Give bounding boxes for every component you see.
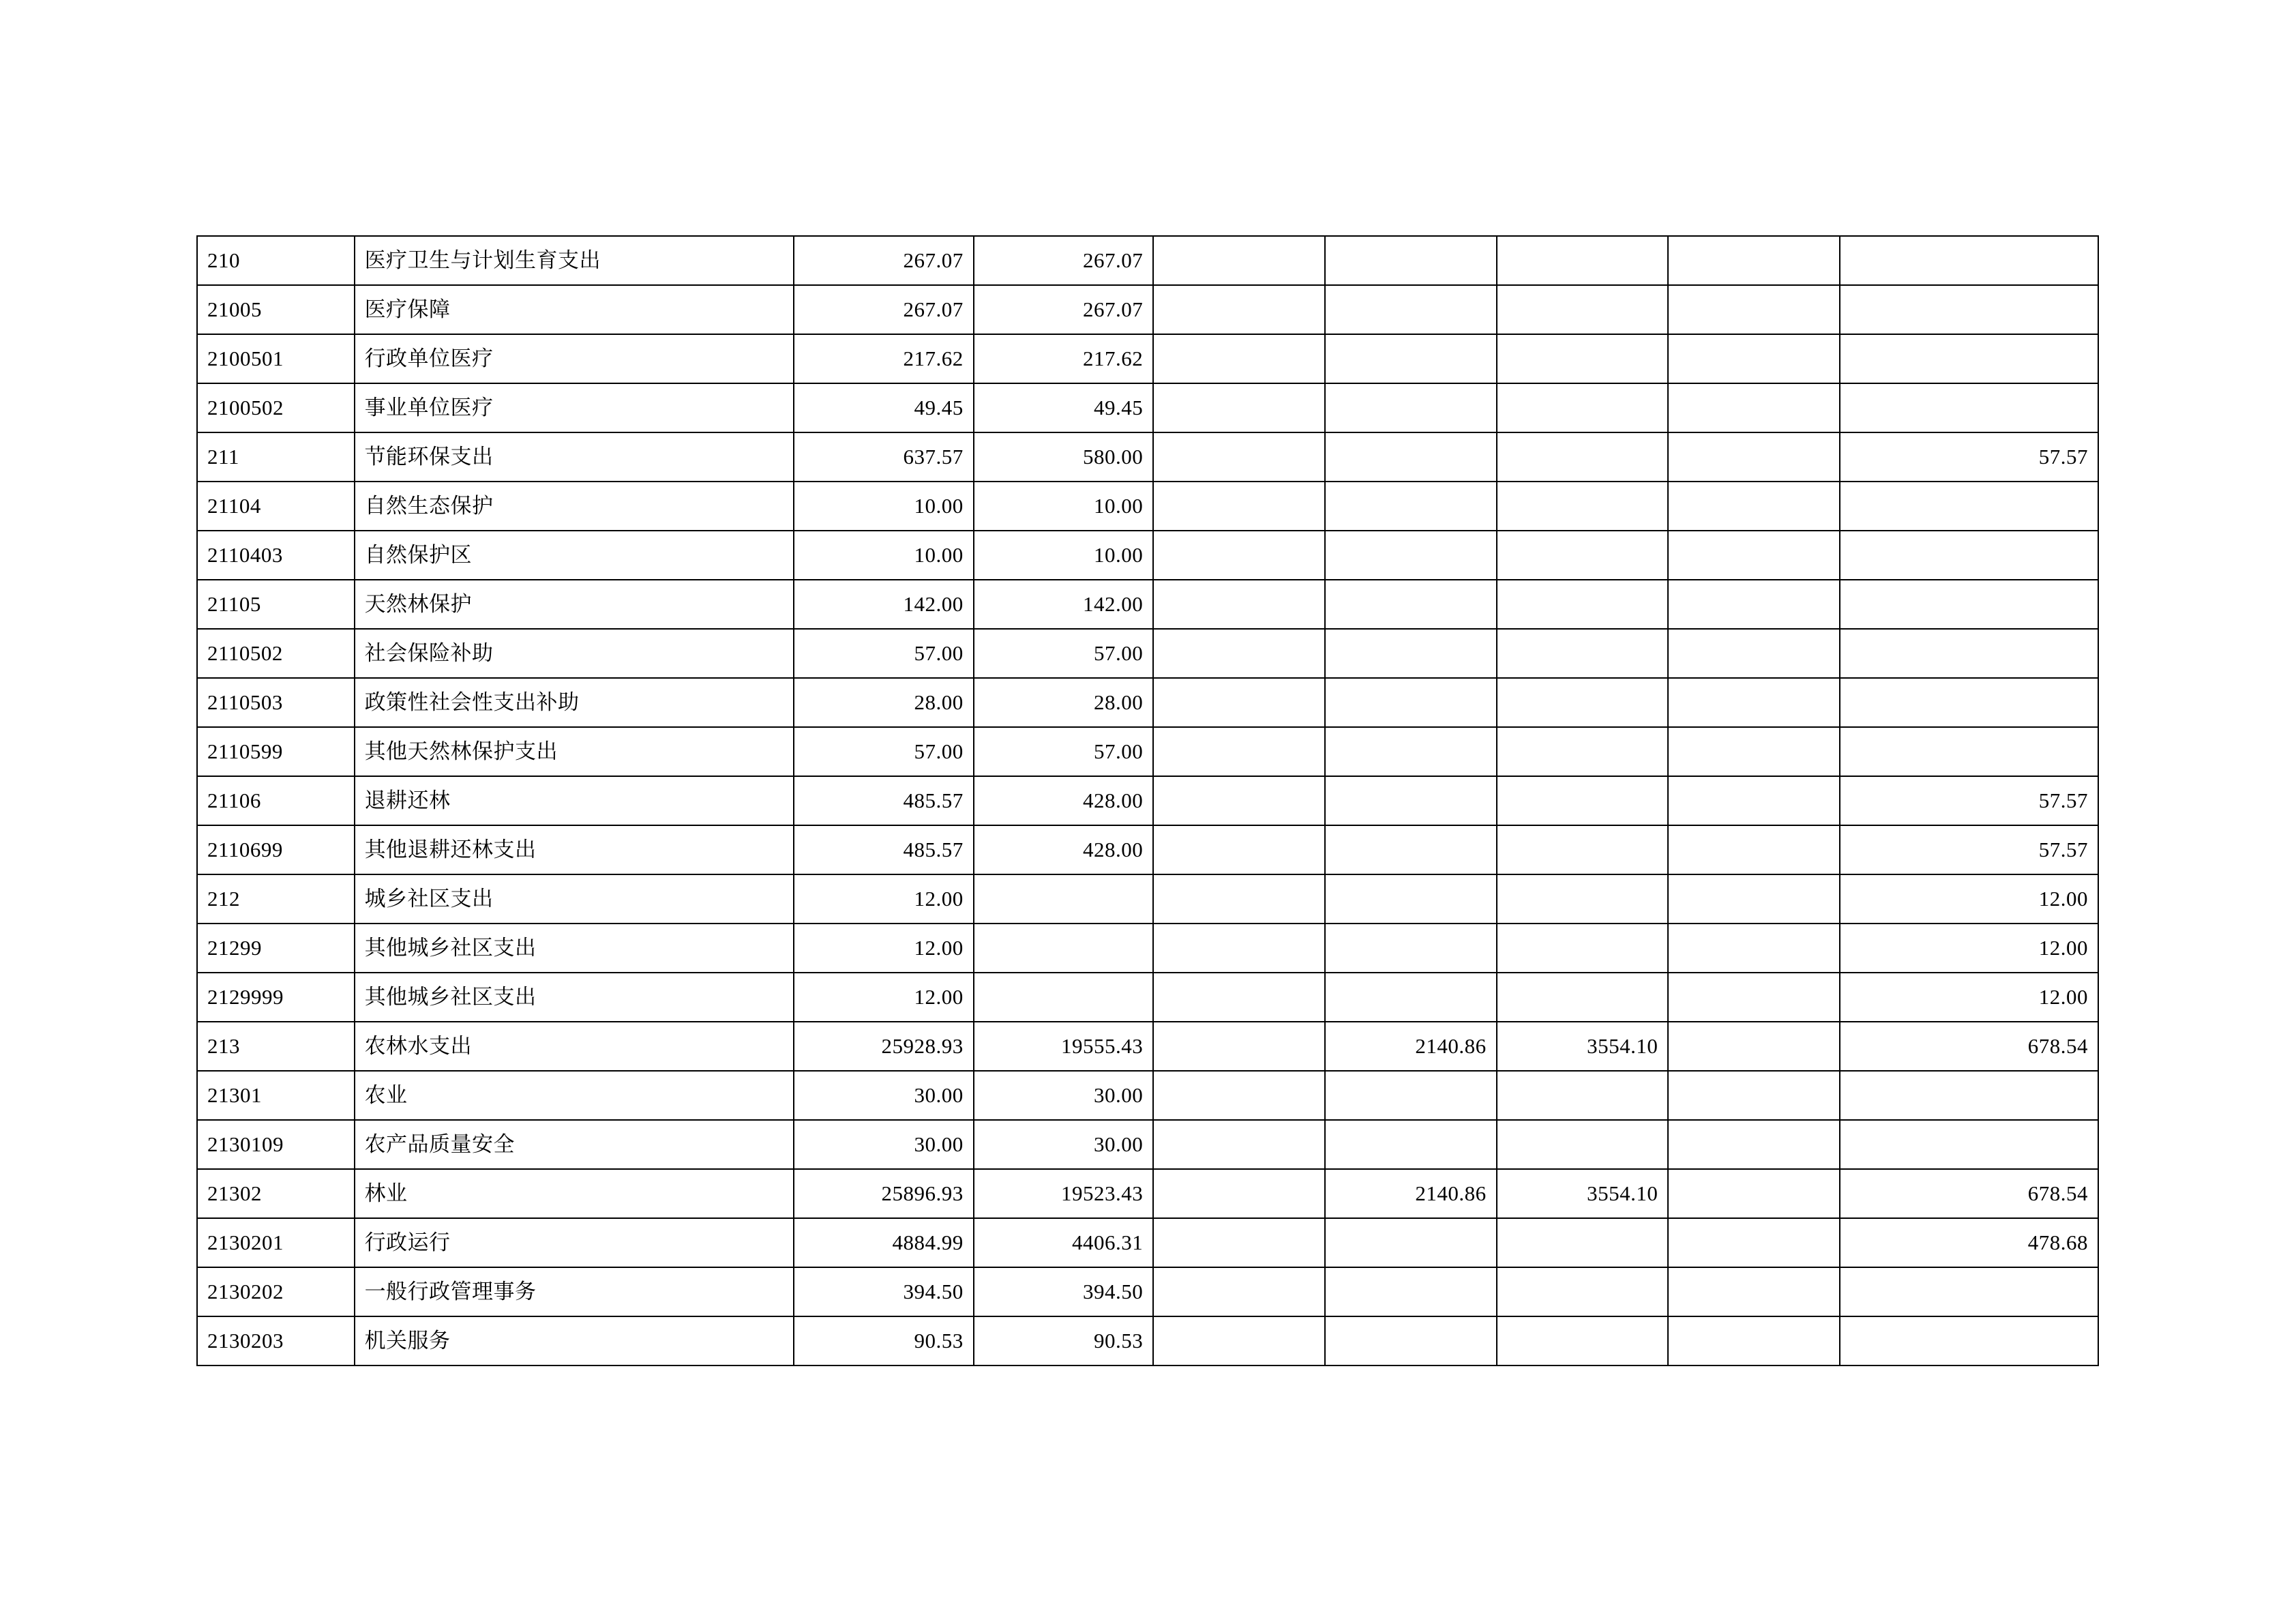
- cell-subject-code: 213: [197, 1022, 355, 1071]
- cell-amount-5: [1497, 678, 1669, 727]
- cell-amount-7: [1840, 1120, 2098, 1169]
- cell-amount-1: 485.57: [794, 776, 974, 825]
- cell-amount-4: [1325, 1267, 1497, 1316]
- cell-amount-4: [1325, 285, 1497, 334]
- cell-amount-2: 90.53: [974, 1316, 1154, 1365]
- cell-amount-5: [1497, 1218, 1669, 1267]
- cell-subject-name: 机关服务: [355, 1316, 794, 1365]
- cell-amount-2: 49.45: [974, 383, 1154, 432]
- cell-amount-2: 10.00: [974, 531, 1154, 580]
- cell-subject-name: 农林水支出: [355, 1022, 794, 1071]
- cell-subject-code: 21104: [197, 482, 355, 531]
- cell-amount-1: 394.50: [794, 1267, 974, 1316]
- cell-amount-7: [1840, 727, 2098, 776]
- cell-amount-6: [1668, 1022, 1840, 1071]
- cell-subject-code: 21106: [197, 776, 355, 825]
- cell-amount-2: 30.00: [974, 1071, 1154, 1120]
- cell-amount-7: [1840, 678, 2098, 727]
- table-row: [197, 727, 2098, 776]
- cell-subject-name: 社会保险补助: [355, 629, 794, 678]
- cell-subject-code: 21302: [197, 1169, 355, 1218]
- cell-subject-name: 一般行政管理事务: [355, 1267, 794, 1316]
- table-row: [197, 1218, 2098, 1267]
- cell-amount-7: [1840, 236, 2098, 285]
- table-row: [197, 1071, 2098, 1120]
- cell-amount-5: [1497, 629, 1669, 678]
- cell-amount-7: 12.00: [1840, 973, 2098, 1022]
- cell-amount-4: [1325, 678, 1497, 727]
- cell-subject-name: 其他城乡社区支出: [355, 973, 794, 1022]
- cell-amount-3: [1153, 776, 1325, 825]
- cell-subject-name: 事业单位医疗: [355, 383, 794, 432]
- cell-amount-3: [1153, 1267, 1325, 1316]
- cell-amount-7: 678.54: [1840, 1022, 2098, 1071]
- cell-amount-4: [1325, 531, 1497, 580]
- cell-amount-4: 2140.86: [1325, 1022, 1497, 1071]
- cell-amount-3: [1153, 973, 1325, 1022]
- cell-amount-7: [1840, 1267, 2098, 1316]
- cell-amount-1: 57.00: [794, 629, 974, 678]
- cell-amount-6: [1668, 678, 1840, 727]
- cell-amount-3: [1153, 874, 1325, 924]
- cell-amount-2: 217.62: [974, 334, 1154, 383]
- cell-subject-code: 21005: [197, 285, 355, 334]
- cell-subject-name: 政策性社会性支出补助: [355, 678, 794, 727]
- cell-subject-code: 2130202: [197, 1267, 355, 1316]
- cell-subject-name: 医疗卫生与计划生育支出: [355, 236, 794, 285]
- budget-table-container: [196, 235, 2099, 1366]
- cell-amount-5: [1497, 285, 1669, 334]
- cell-amount-3: [1153, 285, 1325, 334]
- cell-subject-name: 其他城乡社区支出: [355, 924, 794, 973]
- cell-subject-code: 210: [197, 236, 355, 285]
- cell-amount-5: [1497, 334, 1669, 383]
- cell-amount-1: 25896.93: [794, 1169, 974, 1218]
- table-row: [197, 482, 2098, 531]
- cell-amount-7: [1840, 580, 2098, 629]
- cell-subject-code: 2110502: [197, 629, 355, 678]
- cell-amount-5: [1497, 776, 1669, 825]
- cell-subject-code: 2129999: [197, 973, 355, 1022]
- cell-amount-4: [1325, 482, 1497, 531]
- cell-amount-3: [1153, 678, 1325, 727]
- cell-amount-6: [1668, 580, 1840, 629]
- cell-subject-code: 2110403: [197, 531, 355, 580]
- cell-amount-3: [1153, 1071, 1325, 1120]
- cell-amount-2: [974, 973, 1154, 1022]
- cell-amount-2: 267.07: [974, 236, 1154, 285]
- cell-subject-name: 节能环保支出: [355, 432, 794, 482]
- table-row: [197, 580, 2098, 629]
- cell-amount-6: [1668, 1071, 1840, 1120]
- cell-subject-code: 2130109: [197, 1120, 355, 1169]
- cell-amount-4: [1325, 973, 1497, 1022]
- cell-subject-code: 2110503: [197, 678, 355, 727]
- cell-amount-6: [1668, 1267, 1840, 1316]
- cell-subject-name: 林业: [355, 1169, 794, 1218]
- cell-amount-5: [1497, 825, 1669, 874]
- cell-amount-7: 678.54: [1840, 1169, 2098, 1218]
- cell-amount-1: 28.00: [794, 678, 974, 727]
- table-row: [197, 531, 2098, 580]
- cell-amount-7: [1840, 285, 2098, 334]
- table-row: [197, 1267, 2098, 1316]
- cell-amount-3: [1153, 531, 1325, 580]
- cell-amount-5: [1497, 973, 1669, 1022]
- budget-table: [196, 235, 2099, 1366]
- cell-amount-3: [1153, 383, 1325, 432]
- cell-subject-code: 212: [197, 874, 355, 924]
- cell-amount-4: [1325, 334, 1497, 383]
- cell-amount-7: [1840, 1071, 2098, 1120]
- cell-amount-7: 57.57: [1840, 825, 2098, 874]
- cell-amount-6: [1668, 727, 1840, 776]
- cell-subject-name: 行政单位医疗: [355, 334, 794, 383]
- cell-amount-5: [1497, 1316, 1669, 1365]
- cell-amount-2: 19523.43: [974, 1169, 1154, 1218]
- cell-amount-1: 267.07: [794, 236, 974, 285]
- cell-amount-3: [1153, 1022, 1325, 1071]
- cell-amount-6: [1668, 285, 1840, 334]
- cell-subject-name: 其他退耕还林支出: [355, 825, 794, 874]
- cell-amount-3: [1153, 1120, 1325, 1169]
- cell-amount-6: [1668, 383, 1840, 432]
- cell-amount-3: [1153, 1316, 1325, 1365]
- table-row: [197, 629, 2098, 678]
- table-row: [197, 1120, 2098, 1169]
- cell-amount-7: 57.57: [1840, 776, 2098, 825]
- cell-subject-code: 211: [197, 432, 355, 482]
- cell-amount-1: 267.07: [794, 285, 974, 334]
- table-row: [197, 924, 2098, 973]
- cell-amount-5: 3554.10: [1497, 1169, 1669, 1218]
- cell-amount-6: [1668, 924, 1840, 973]
- cell-amount-7: [1840, 531, 2098, 580]
- table-row: [197, 236, 2098, 285]
- cell-amount-1: 30.00: [794, 1120, 974, 1169]
- cell-subject-code: 21105: [197, 580, 355, 629]
- cell-subject-name: 其他天然林保护支出: [355, 727, 794, 776]
- cell-amount-1: 30.00: [794, 1071, 974, 1120]
- cell-subject-name: 农产品质量安全: [355, 1120, 794, 1169]
- cell-amount-5: [1497, 383, 1669, 432]
- cell-amount-2: 10.00: [974, 482, 1154, 531]
- cell-amount-4: [1325, 432, 1497, 482]
- cell-amount-4: [1325, 727, 1497, 776]
- cell-amount-5: 3554.10: [1497, 1022, 1669, 1071]
- cell-amount-1: 12.00: [794, 874, 974, 924]
- cell-amount-3: [1153, 924, 1325, 973]
- table-row: [197, 432, 2098, 482]
- cell-amount-3: [1153, 236, 1325, 285]
- cell-subject-code: 2130203: [197, 1316, 355, 1365]
- cell-amount-4: [1325, 236, 1497, 285]
- cell-amount-5: [1497, 531, 1669, 580]
- cell-amount-7: [1840, 1316, 2098, 1365]
- cell-amount-5: [1497, 874, 1669, 924]
- table-row: [197, 334, 2098, 383]
- cell-amount-4: [1325, 580, 1497, 629]
- table-row: [197, 1022, 2098, 1071]
- cell-amount-5: [1497, 1267, 1669, 1316]
- cell-amount-4: [1325, 629, 1497, 678]
- cell-amount-6: [1668, 334, 1840, 383]
- cell-amount-1: 10.00: [794, 482, 974, 531]
- cell-subject-name: 自然生态保护: [355, 482, 794, 531]
- cell-amount-2: 580.00: [974, 432, 1154, 482]
- cell-amount-4: [1325, 1120, 1497, 1169]
- cell-amount-1: 10.00: [794, 531, 974, 580]
- cell-amount-2: 19555.43: [974, 1022, 1154, 1071]
- cell-amount-4: 2140.86: [1325, 1169, 1497, 1218]
- cell-amount-5: [1497, 236, 1669, 285]
- cell-amount-6: [1668, 629, 1840, 678]
- cell-amount-6: [1668, 776, 1840, 825]
- cell-amount-1: 637.57: [794, 432, 974, 482]
- cell-amount-1: 485.57: [794, 825, 974, 874]
- cell-amount-1: 4884.99: [794, 1218, 974, 1267]
- cell-amount-2: 394.50: [974, 1267, 1154, 1316]
- cell-amount-6: [1668, 1169, 1840, 1218]
- cell-amount-5: [1497, 727, 1669, 776]
- cell-amount-5: [1497, 1071, 1669, 1120]
- cell-subject-name: 天然林保护: [355, 580, 794, 629]
- table-row: [197, 874, 2098, 924]
- cell-amount-4: [1325, 1071, 1497, 1120]
- cell-amount-7: 478.68: [1840, 1218, 2098, 1267]
- cell-subject-name: 退耕还林: [355, 776, 794, 825]
- cell-amount-2: 428.00: [974, 776, 1154, 825]
- cell-amount-7: 12.00: [1840, 874, 2098, 924]
- cell-subject-code: 2110599: [197, 727, 355, 776]
- cell-amount-2: 142.00: [974, 580, 1154, 629]
- cell-subject-code: 21301: [197, 1071, 355, 1120]
- cell-amount-1: 25928.93: [794, 1022, 974, 1071]
- table-row: [197, 678, 2098, 727]
- table-row: [197, 285, 2098, 334]
- cell-amount-6: [1668, 1218, 1840, 1267]
- cell-amount-3: [1153, 580, 1325, 629]
- cell-amount-3: [1153, 1169, 1325, 1218]
- cell-amount-3: [1153, 1218, 1325, 1267]
- cell-amount-1: 90.53: [794, 1316, 974, 1365]
- cell-amount-2: [974, 924, 1154, 973]
- cell-amount-3: [1153, 629, 1325, 678]
- cell-amount-1: 49.45: [794, 383, 974, 432]
- cell-amount-5: [1497, 1120, 1669, 1169]
- cell-amount-2: 4406.31: [974, 1218, 1154, 1267]
- cell-amount-2: 30.00: [974, 1120, 1154, 1169]
- cell-amount-6: [1668, 482, 1840, 531]
- cell-amount-7: [1840, 482, 2098, 531]
- cell-subject-name: 农业: [355, 1071, 794, 1120]
- cell-amount-6: [1668, 973, 1840, 1022]
- cell-amount-7: 57.57: [1840, 432, 2098, 482]
- cell-amount-6: [1668, 1120, 1840, 1169]
- table-row: [197, 383, 2098, 432]
- cell-amount-6: [1668, 432, 1840, 482]
- cell-subject-name: 医疗保障: [355, 285, 794, 334]
- cell-amount-4: [1325, 924, 1497, 973]
- cell-amount-6: [1668, 825, 1840, 874]
- cell-amount-1: 142.00: [794, 580, 974, 629]
- cell-amount-4: [1325, 1316, 1497, 1365]
- cell-amount-1: 57.00: [794, 727, 974, 776]
- table-row: [197, 776, 2098, 825]
- cell-subject-name: 城乡社区支出: [355, 874, 794, 924]
- cell-amount-6: [1668, 236, 1840, 285]
- cell-subject-code: 21299: [197, 924, 355, 973]
- cell-amount-2: 267.07: [974, 285, 1154, 334]
- cell-subject-name: 自然保护区: [355, 531, 794, 580]
- cell-amount-4: [1325, 383, 1497, 432]
- cell-amount-2: 428.00: [974, 825, 1154, 874]
- cell-amount-6: [1668, 1316, 1840, 1365]
- cell-amount-3: [1153, 825, 1325, 874]
- cell-amount-5: [1497, 924, 1669, 973]
- cell-amount-1: 12.00: [794, 973, 974, 1022]
- cell-amount-4: [1325, 1218, 1497, 1267]
- cell-amount-2: 57.00: [974, 727, 1154, 776]
- cell-amount-7: [1840, 334, 2098, 383]
- cell-amount-4: [1325, 825, 1497, 874]
- cell-amount-6: [1668, 874, 1840, 924]
- cell-amount-1: 217.62: [794, 334, 974, 383]
- cell-amount-4: [1325, 776, 1497, 825]
- table-row: [197, 973, 2098, 1022]
- cell-amount-7: 12.00: [1840, 924, 2098, 973]
- cell-subject-name: 行政运行: [355, 1218, 794, 1267]
- table-row: [197, 1169, 2098, 1218]
- cell-amount-3: [1153, 334, 1325, 383]
- cell-subject-code: 2130201: [197, 1218, 355, 1267]
- cell-amount-5: [1497, 432, 1669, 482]
- cell-amount-5: [1497, 482, 1669, 531]
- cell-amount-7: [1840, 629, 2098, 678]
- cell-amount-1: 12.00: [794, 924, 974, 973]
- table-row: [197, 825, 2098, 874]
- cell-subject-code: 2110699: [197, 825, 355, 874]
- cell-amount-5: [1497, 580, 1669, 629]
- cell-amount-3: [1153, 482, 1325, 531]
- budget-table-body: [197, 236, 2098, 1365]
- cell-amount-6: [1668, 531, 1840, 580]
- table-row: [197, 1316, 2098, 1365]
- cell-amount-2: 28.00: [974, 678, 1154, 727]
- cell-amount-7: [1840, 383, 2098, 432]
- cell-amount-2: [974, 874, 1154, 924]
- cell-amount-4: [1325, 874, 1497, 924]
- cell-subject-code: 2100501: [197, 334, 355, 383]
- cell-subject-code: 2100502: [197, 383, 355, 432]
- cell-amount-3: [1153, 432, 1325, 482]
- cell-amount-3: [1153, 727, 1325, 776]
- cell-amount-2: 57.00: [974, 629, 1154, 678]
